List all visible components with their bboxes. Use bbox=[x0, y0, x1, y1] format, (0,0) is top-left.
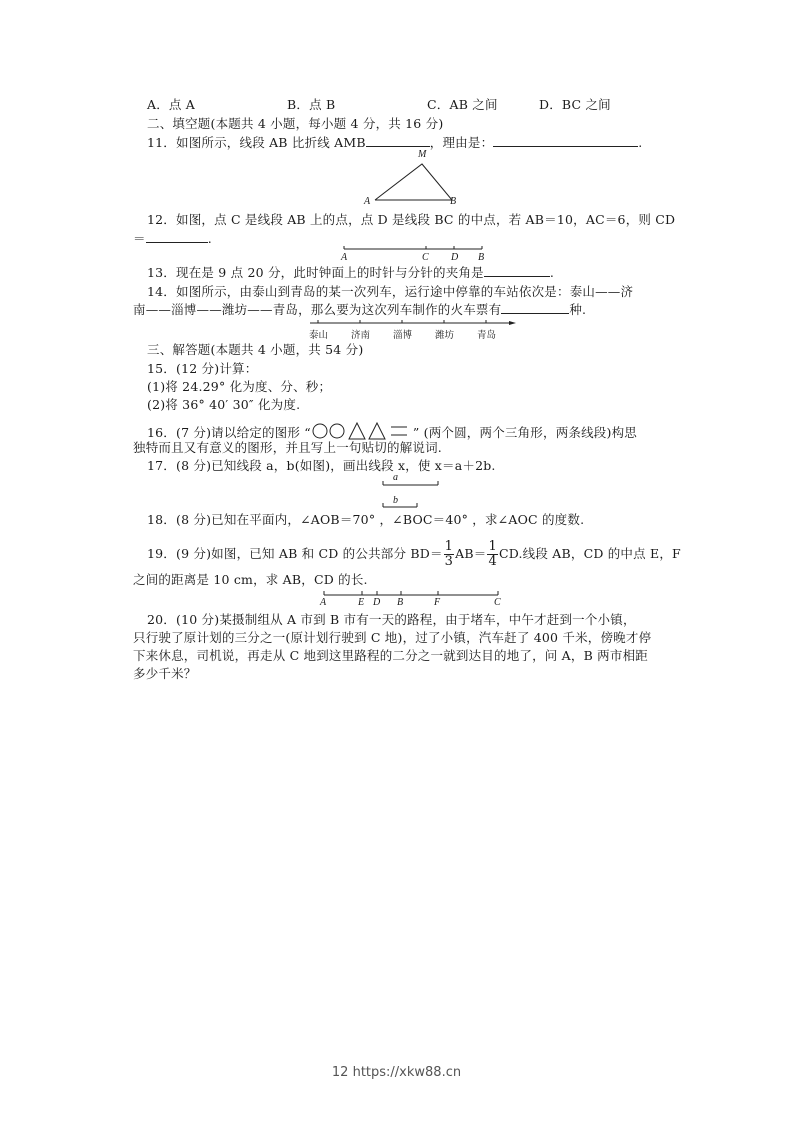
q11-label-b: B bbox=[450, 196, 457, 207]
q13-question: 13．现在是 9 点 20 分，此时钟面上的时针与分针的夹角是 bbox=[147, 265, 484, 280]
q12-equals: ＝ bbox=[133, 231, 146, 246]
q12-answer-blank[interactable] bbox=[146, 231, 208, 243]
q19-text bbox=[147, 540, 681, 569]
q19-text-a: 19．(9 分)如图，已知 AB 和 CD 的公共部分 BD＝ bbox=[147, 546, 443, 561]
q14-station-5: 青岛 bbox=[477, 330, 497, 341]
q11-label-m: M bbox=[418, 149, 427, 160]
q12-label-a: A bbox=[341, 252, 348, 263]
q14-cont bbox=[133, 302, 586, 318]
q12-label-d: D bbox=[451, 252, 459, 263]
q20-line-4: 多少千米？ bbox=[133, 666, 197, 681]
q11-answer-blank-2[interactable] bbox=[493, 135, 638, 147]
q17-segment-a bbox=[382, 481, 440, 487]
q11-text-a: 11．如图所示，线段 AB 比折线 AMB bbox=[147, 135, 366, 150]
q19-label-f: F bbox=[434, 597, 441, 608]
q14-answer-blank[interactable] bbox=[501, 302, 569, 314]
q19-label-e: E bbox=[358, 597, 365, 608]
q13-end: . bbox=[549, 265, 555, 280]
q20-line-1: 20．(10 分)某摄制组从 A 市到 B 市有一天的路程，由于堵车，中午才赶到一个小镇， bbox=[147, 612, 636, 627]
q15-text: 15．(12 分)计算： bbox=[147, 361, 258, 376]
q12-end: . bbox=[207, 231, 212, 246]
q13-text bbox=[147, 265, 554, 281]
q10-option-d: D．BC 之间 bbox=[539, 97, 611, 112]
q15-part2: (2)将 36° 40′ 30″ 化为度. bbox=[147, 397, 301, 412]
q11-text bbox=[147, 135, 642, 151]
q12-label-c: C bbox=[422, 252, 429, 263]
q17-label-b: b bbox=[393, 495, 398, 506]
q19-text-b: AB＝ bbox=[455, 546, 487, 561]
q16-text-a: 16．(7 分)请以给定的图形 “ bbox=[147, 425, 311, 440]
q12-segment-figure bbox=[342, 245, 487, 253]
q19-fraction-1-3: $\frac{1}{3}$ bbox=[444, 539, 454, 569]
q14-railway-figure bbox=[308, 319, 518, 327]
q11-triangle-figure bbox=[370, 162, 460, 204]
q14-station-1: 泰山 bbox=[309, 330, 329, 341]
q14-station-2: 济南 bbox=[351, 330, 371, 341]
q14-cont-b: 种. bbox=[569, 302, 587, 317]
q12-cont bbox=[133, 231, 212, 247]
q19-label-d: D bbox=[373, 597, 381, 608]
q15-part1: (1)将 24.29° 化为度、分、秒； bbox=[147, 379, 332, 394]
q20-line-3: 下来休息，司机说，再走从 C 地到这里路程的二分之一就到达目的地了，问 A，B 两市相距 bbox=[133, 648, 648, 663]
q19-label-c: C bbox=[494, 597, 501, 608]
q14-cont-a: 南——淄博——潍坊——青岛，那么要为这次列车制作的火车票有 bbox=[133, 302, 502, 317]
q13-answer-blank[interactable] bbox=[484, 265, 550, 277]
q10-option-c: C．AB 之间 bbox=[427, 97, 498, 112]
q20-line-2: 只行驶了原计划的三分之一(原计划行驶到 C 地)，过了小镇，汽车赶了 400 千米，傍晚才停 bbox=[133, 630, 652, 645]
section-2-title: 二、填空题(本题共 4 小题，每小题 4 分，共 16 分) bbox=[147, 116, 444, 131]
q10-option-b: B．点 B bbox=[287, 97, 336, 112]
q16-cont: 独特而且又有意义的图形，并且写上一句贴切的解说词. bbox=[133, 440, 442, 455]
q14-station-3: 淄博 bbox=[393, 330, 413, 341]
q19-cont: 之间的距离是 10 cm，求 AB，CD 的长. bbox=[133, 572, 368, 587]
q12-label-b: B bbox=[478, 252, 485, 263]
q11-end: . bbox=[638, 135, 643, 150]
q11-answer-blank-1[interactable] bbox=[366, 135, 430, 147]
q19-text-c: CD.线段 AB，CD 的中点 E，F bbox=[498, 546, 681, 561]
q14-station-4: 潍坊 bbox=[435, 330, 455, 341]
page-footer: 12 https://xkw88.cn bbox=[331, 1065, 462, 1080]
q17-text: 17．(8 分)已知线段 a，b(如图)，画出线段 x，使 x＝a＋2b. bbox=[147, 458, 496, 473]
q18-text: 18．(8 分)已知在平面内，∠AOB＝70° ，∠BOC＝40° ，求∠AOC 的度数. bbox=[147, 512, 585, 527]
q12-text: 12．如图，点 C 是线段 AB 上的点，点 D 是线段 BC 的中点，若 AB＝10，AC＝6，则 CD bbox=[147, 212, 676, 227]
q19-segment-figure bbox=[322, 591, 502, 597]
q11-text-b: ，理由是： bbox=[429, 135, 494, 150]
q14-text: 14．如图所示，由泰山到青岛的某一次列车，运行途中停靠的车站依次是：泰山——济 bbox=[147, 284, 634, 299]
section-3-title: 三、解答题(本题共 4 小题，共 54 分) bbox=[147, 342, 364, 357]
q17-label-a: a bbox=[393, 472, 398, 483]
q17-segment-b bbox=[382, 503, 420, 509]
q16-text-b: ” (两个圆，两个三角形，两条线段)构思 bbox=[412, 425, 637, 440]
q16-shapes-icon bbox=[311, 421, 413, 441]
q10-option-a: A．点 A bbox=[147, 97, 196, 112]
q19-fraction-1-4: $\frac{1}{4}$ bbox=[488, 539, 497, 569]
q19-label-a: A bbox=[320, 597, 327, 608]
q11-label-a: A bbox=[364, 196, 371, 207]
q16-text bbox=[147, 421, 637, 441]
q19-label-b: B bbox=[397, 597, 404, 608]
